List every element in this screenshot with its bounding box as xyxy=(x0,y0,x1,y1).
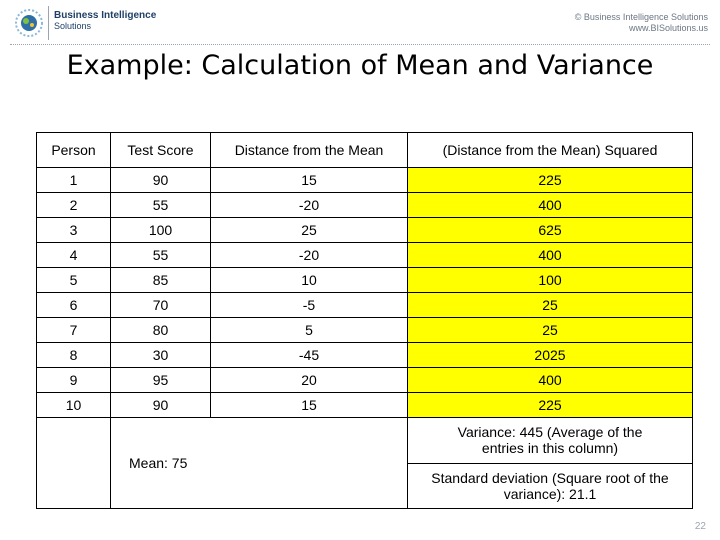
header-divider xyxy=(48,6,49,40)
mean-cell xyxy=(111,418,408,509)
cell-distance: 25 xyxy=(211,218,408,243)
table-row xyxy=(37,393,693,418)
cell-person: 5 xyxy=(37,268,111,293)
cell-distance-squared: 2025 xyxy=(408,343,693,368)
table-row xyxy=(37,243,693,268)
cell-distance: -20 xyxy=(211,243,408,268)
column-header-distance: Distance from the Mean xyxy=(211,133,408,168)
copyright-block xyxy=(575,12,708,34)
cell-test-score: 90 xyxy=(111,168,211,193)
table-row xyxy=(37,293,693,318)
summary-row-variance xyxy=(37,418,693,464)
cell-test-score: 100 xyxy=(111,218,211,243)
cell-distance-squared: 25 xyxy=(408,318,693,343)
cell-distance-squared: 100 xyxy=(408,268,693,293)
cell-test-score: 80 xyxy=(111,318,211,343)
cell-distance-squared: 400 xyxy=(408,368,693,393)
summary-empty-cell xyxy=(37,418,111,509)
table-row xyxy=(37,368,693,393)
globe-logo-icon xyxy=(12,6,46,40)
cell-distance-squared: 25 xyxy=(408,293,693,318)
cell-test-score: 30 xyxy=(111,343,211,368)
table-row xyxy=(37,318,693,343)
cell-person: 3 xyxy=(37,218,111,243)
cell-distance: 5 xyxy=(211,318,408,343)
cell-person: 1 xyxy=(37,168,111,193)
cell-test-score: 55 xyxy=(111,243,211,268)
brand-name xyxy=(54,10,156,32)
mean-label: Mean: 75 xyxy=(129,455,188,471)
cell-distance: -5 xyxy=(211,293,408,318)
cell-distance: 20 xyxy=(211,368,408,393)
slide-title: Example: Calculation of Mean and Variance xyxy=(66,50,654,81)
stddev-label: Standard deviation (Square root of the variance): 21.1 xyxy=(408,463,693,509)
header-rule xyxy=(10,44,710,45)
cell-test-score: 85 xyxy=(111,268,211,293)
table-row xyxy=(37,218,693,243)
cell-distance: 15 xyxy=(211,393,408,418)
cell-person: 8 xyxy=(37,343,111,368)
cell-test-score: 55 xyxy=(111,193,211,218)
cell-distance-squared: 225 xyxy=(408,168,693,193)
cell-person: 6 xyxy=(37,293,111,318)
brand-line-2: Solutions xyxy=(54,21,92,31)
slide-header xyxy=(0,0,720,48)
table-header-row xyxy=(37,133,693,168)
cell-person: 2 xyxy=(37,193,111,218)
cell-test-score: 90 xyxy=(111,393,211,418)
cell-distance: -45 xyxy=(211,343,408,368)
column-header-test-score: Test Score xyxy=(111,133,211,168)
cell-distance: -20 xyxy=(211,193,408,218)
cell-distance-squared: 225 xyxy=(408,393,693,418)
table-row xyxy=(37,168,693,193)
table-row xyxy=(37,268,693,293)
cell-test-score: 95 xyxy=(111,368,211,393)
cell-person: 10 xyxy=(37,393,111,418)
cell-person: 4 xyxy=(37,243,111,268)
column-header-distance-squared: (Distance from the Mean) Squared xyxy=(408,133,693,168)
table-row xyxy=(37,343,693,368)
page-number: 22 xyxy=(694,521,706,532)
cell-distance: 10 xyxy=(211,268,408,293)
website-text: www.BISolutions.us xyxy=(628,23,708,33)
variance-label: Variance: 445 (Average of the entries in this column) xyxy=(408,418,693,464)
brand-line-1: Business Intelligence xyxy=(54,10,157,21)
cell-distance-squared: 625 xyxy=(408,218,693,243)
cell-distance-squared: 400 xyxy=(408,193,693,218)
cell-distance: 15 xyxy=(211,168,408,193)
table-row xyxy=(37,193,693,218)
cell-test-score: 70 xyxy=(111,293,211,318)
column-header-person: Person xyxy=(37,133,111,168)
copyright-text: © Business Intelligence Solutions xyxy=(574,12,708,22)
mean-variance-table xyxy=(36,132,693,509)
cell-person: 9 xyxy=(37,368,111,393)
cell-distance-squared: 400 xyxy=(408,243,693,268)
cell-person: 7 xyxy=(37,318,111,343)
